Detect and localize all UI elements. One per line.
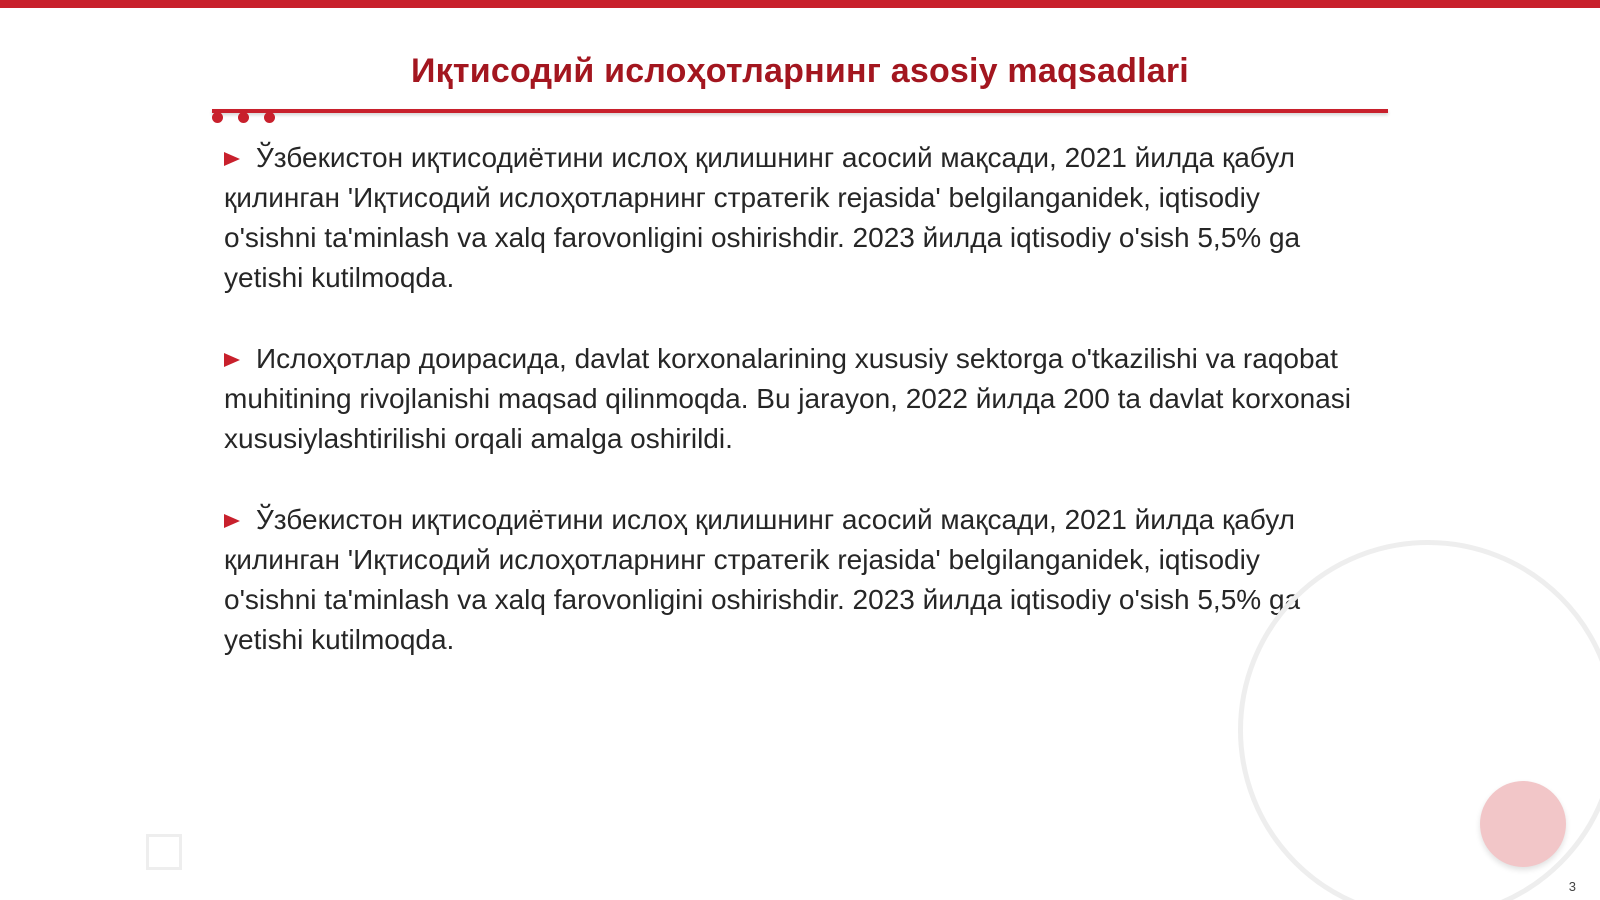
triangle-right-icon xyxy=(224,514,240,528)
dot-icon xyxy=(264,112,275,123)
decor-circle xyxy=(1480,781,1566,867)
title-underline xyxy=(212,109,1388,113)
top-accent-bar xyxy=(0,0,1600,8)
dot-icon xyxy=(212,112,223,123)
bullet-item xyxy=(224,339,1354,459)
bullet-list xyxy=(224,138,1354,701)
page-number: 3 xyxy=(1568,879,1576,894)
title-dots xyxy=(212,112,275,124)
triangle-right-icon xyxy=(224,152,240,166)
slide-title: Иқтисодий ислоҳотларнинг asosiy maqsadlari xyxy=(411,52,1189,90)
dot-icon xyxy=(238,112,249,123)
bullet-text: Ўзбекистон иқтисодиётини ислоҳ қилишнинг асосий мақсади, 2021 йилда қабул қилинган 'Иқтисодий ислоҳотларнинг стратегik rejasida' belgilanganidek, iqtisodiy o'sishni ta'minlash va xalq farovonligini oshirishdir. 2023 йилда iqtisodiy o'sish 5,5% ga yetishi kutilmoqda. xyxy=(224,142,1301,293)
bullet-text: Ўзбекистон иқтисодиётини ислоҳ қилишнинг асосий мақсади, 2021 йилда қабул қилинган 'Иқтисодий ислоҳотларнинг стратегik rejasida' belgilanganidek, iqtisodiy o'sishni ta'minlash va xalq farovonligini oshirishdir. 2023 йилда iqtisodiy o'sish 5,5% ga yetishi kutilmoqda. xyxy=(224,504,1301,655)
decor-square xyxy=(146,834,182,870)
triangle-right-icon xyxy=(224,353,240,367)
bullet-text: Ислоҳотлар доирасида, davlat korxonalarining xususiy sektorga o'tkazilishi va raqobat muhitining rivojlanishi maqsad qilinmoqda. Bu jarayon, 2022 йилда 200 ta davlat korxonasi xususiylashtirilishi orqali amalga oshirildi. xyxy=(224,343,1352,454)
bullet-item xyxy=(224,138,1354,298)
bullet-item xyxy=(224,500,1354,660)
